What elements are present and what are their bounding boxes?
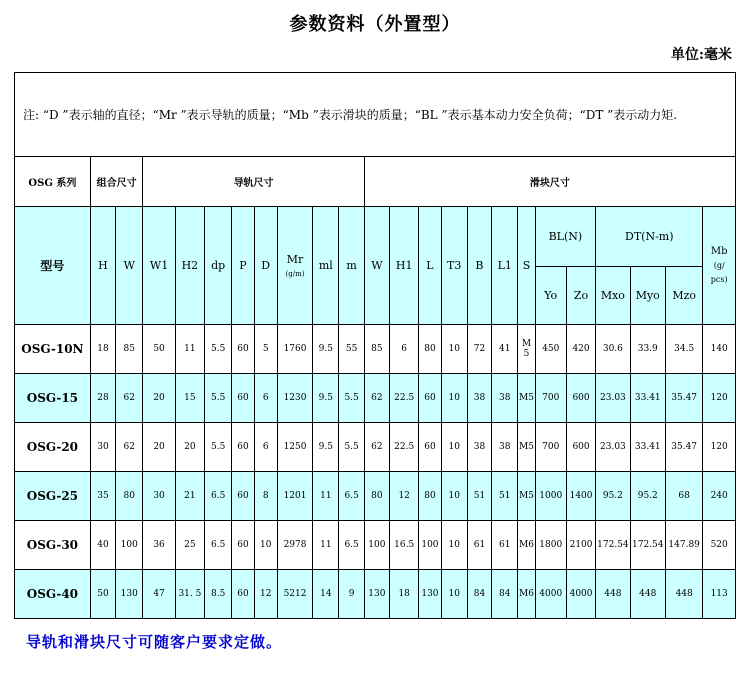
col-dp: dp: [205, 207, 232, 325]
value-cell: 47: [143, 570, 175, 619]
value-cell: 2100: [566, 521, 595, 570]
value-cell: 1000: [535, 472, 566, 521]
value-cell: 420: [566, 325, 595, 374]
value-cell: 21: [175, 472, 204, 521]
value-cell: 30: [90, 423, 115, 472]
value-cell: 38: [492, 423, 518, 472]
col-Mb-unit1: (g/: [713, 260, 725, 270]
value-cell: 60: [232, 472, 254, 521]
value-cell: 11: [313, 521, 339, 570]
value-cell: 520: [703, 521, 736, 570]
table-row: [15, 325, 736, 374]
value-cell: 84: [492, 570, 518, 619]
col-B: B: [467, 207, 491, 325]
table-row: [15, 521, 736, 570]
value-cell: 14: [313, 570, 339, 619]
value-cell: 20: [143, 423, 175, 472]
value-cell: 11: [313, 472, 339, 521]
value-cell: 700: [535, 374, 566, 423]
value-cell: 61: [467, 521, 491, 570]
value-cell: 600: [566, 374, 595, 423]
value-cell: 60: [419, 374, 441, 423]
model-cell: OSG-40: [15, 570, 91, 619]
value-cell: 35.47: [665, 374, 702, 423]
value-cell: 6.5: [205, 472, 232, 521]
value-cell: 5.5: [339, 423, 364, 472]
value-cell: 85: [116, 325, 143, 374]
spec-table: [14, 72, 736, 619]
value-cell: 31. 5: [175, 570, 204, 619]
value-cell: 50: [90, 570, 115, 619]
col-Mr-label: Mr: [286, 252, 304, 266]
value-cell: 25: [175, 521, 204, 570]
value-cell: 95.2: [596, 472, 630, 521]
value-cell: 51: [492, 472, 518, 521]
value-cell: 23.03: [596, 423, 630, 472]
value-cell: 51: [467, 472, 491, 521]
footer-note: 导轨和滑块尺寸可随客户要求定做。: [26, 633, 283, 651]
value-cell: 33.41: [630, 423, 665, 472]
value-cell: 84: [467, 570, 491, 619]
col-block-W: W: [364, 207, 389, 325]
value-cell: 12: [254, 570, 277, 619]
model-cell: OSG-25: [15, 472, 91, 521]
value-cell: 61: [492, 521, 518, 570]
value-cell: 80: [116, 472, 143, 521]
col-H2: H2: [175, 207, 204, 325]
value-cell: 38: [467, 374, 491, 423]
value-cell: 10: [441, 423, 467, 472]
value-cell: 6: [390, 325, 419, 374]
value-cell: 38: [467, 423, 491, 472]
table-row: [15, 374, 736, 423]
value-cell: 16.5: [390, 521, 419, 570]
col-W: W: [116, 207, 143, 325]
value-cell: 80: [419, 472, 441, 521]
value-cell: 50: [143, 325, 175, 374]
value-cell: 130: [419, 570, 441, 619]
value-cell: 62: [364, 423, 389, 472]
value-cell: 60: [419, 423, 441, 472]
value-cell: M6: [518, 521, 535, 570]
col-W1: W1: [143, 207, 175, 325]
value-cell: 10: [441, 472, 467, 521]
value-cell: 80: [419, 325, 441, 374]
value-cell: 38: [492, 374, 518, 423]
value-cell: 40: [90, 521, 115, 570]
unit-label: 单位:毫米: [670, 47, 732, 63]
value-cell: 35.47: [665, 423, 702, 472]
value-cell: 55: [339, 325, 364, 374]
value-cell: 22.5: [390, 374, 419, 423]
col-L1: L1: [492, 207, 518, 325]
value-cell: 1760: [277, 325, 312, 374]
value-cell: 600: [566, 423, 595, 472]
col-S: S: [518, 207, 535, 325]
value-cell: M5: [518, 374, 535, 423]
value-cell: 20: [143, 374, 175, 423]
value-cell: 172.54: [630, 521, 665, 570]
value-cell: 450: [535, 325, 566, 374]
value-cell: 8.5: [205, 570, 232, 619]
value-cell: 22.5: [390, 423, 419, 472]
value-cell: M 5: [518, 325, 535, 374]
value-cell: 6.5: [205, 521, 232, 570]
value-cell: 4000: [566, 570, 595, 619]
value-cell: 2978: [277, 521, 312, 570]
value-cell: 23.03: [596, 374, 630, 423]
value-cell: 147.89: [665, 521, 702, 570]
value-cell: 15: [175, 374, 204, 423]
value-cell: 68: [665, 472, 702, 521]
value-cell: 1400: [566, 472, 595, 521]
col-Mb-unit2: pcs): [710, 274, 728, 284]
value-cell: 34.5: [665, 325, 702, 374]
value-cell: 448: [596, 570, 630, 619]
table-row: [15, 570, 736, 619]
value-cell: 72: [467, 325, 491, 374]
block-header: 滑块尺寸: [364, 157, 735, 207]
value-cell: 11: [175, 325, 204, 374]
value-cell: 5212: [277, 570, 312, 619]
value-cell: 700: [535, 423, 566, 472]
value-cell: 12: [390, 472, 419, 521]
value-cell: 10: [254, 521, 277, 570]
value-cell: 9.5: [313, 423, 339, 472]
value-cell: 100: [364, 521, 389, 570]
col-H: H: [90, 207, 115, 325]
model-header: 型号: [15, 207, 91, 325]
value-cell: 30.6: [596, 325, 630, 374]
value-cell: 6: [254, 423, 277, 472]
value-cell: 9.5: [313, 325, 339, 374]
value-cell: 100: [419, 521, 441, 570]
combo-header: 组合尺寸: [90, 157, 143, 207]
page-title: 参数资料（外置型）: [289, 14, 461, 35]
value-cell: 36: [143, 521, 175, 570]
value-cell: 1250: [277, 423, 312, 472]
rail-header: 导轨尺寸: [143, 157, 364, 207]
col-P: P: [232, 207, 254, 325]
value-cell: 18: [90, 325, 115, 374]
col-Mr: [277, 207, 312, 325]
value-cell: 172.54: [596, 521, 630, 570]
value-cell: 240: [703, 472, 736, 521]
value-cell: 6: [254, 374, 277, 423]
value-cell: 10: [441, 374, 467, 423]
value-cell: M5: [518, 423, 535, 472]
value-cell: 18: [390, 570, 419, 619]
value-cell: 60: [232, 325, 254, 374]
value-cell: M6: [518, 570, 535, 619]
col-Zo: Zo: [566, 267, 595, 325]
value-cell: 120: [703, 423, 736, 472]
col-H1: H1: [390, 207, 419, 325]
col-L: L: [419, 207, 441, 325]
value-cell: 9.5: [313, 374, 339, 423]
value-cell: 9: [339, 570, 364, 619]
model-cell: OSG-30: [15, 521, 91, 570]
value-cell: 20: [175, 423, 204, 472]
model-cell: OSG-10N: [15, 325, 91, 374]
model-cell: OSG-20: [15, 423, 91, 472]
col-D: D: [254, 207, 277, 325]
value-cell: 4000: [535, 570, 566, 619]
value-cell: 113: [703, 570, 736, 619]
value-cell: 448: [665, 570, 702, 619]
col-ml: ml: [313, 207, 339, 325]
value-cell: 60: [232, 521, 254, 570]
value-cell: 85: [364, 325, 389, 374]
note-cell: 注: “D ”表示轴的直径；“Mr ”表示导轨的质量；“Mb ”表示滑块的质量；“BL ”表示基本动力安全负荷；“DT ”表示动力矩.: [15, 73, 736, 157]
value-cell: 60: [232, 570, 254, 619]
value-cell: 28: [90, 374, 115, 423]
value-cell: 62: [364, 374, 389, 423]
value-cell: 30: [143, 472, 175, 521]
value-cell: 80: [364, 472, 389, 521]
col-m: m: [339, 207, 364, 325]
col-T3: T3: [441, 207, 467, 325]
value-cell: 130: [364, 570, 389, 619]
value-cell: 62: [116, 374, 143, 423]
col-Myo: Myo: [630, 267, 665, 325]
value-cell: 35: [90, 472, 115, 521]
col-Mzo: Mzo: [665, 267, 702, 325]
value-cell: 10: [441, 570, 467, 619]
value-cell: 5.5: [205, 374, 232, 423]
value-cell: 60: [232, 423, 254, 472]
value-cell: 5.5: [205, 423, 232, 472]
value-cell: 8: [254, 472, 277, 521]
col-Mr-unit: (g/m): [285, 269, 305, 278]
value-cell: 95.2: [630, 472, 665, 521]
table-row: [15, 472, 736, 521]
col-Mb: [703, 207, 736, 325]
value-cell: 5.5: [205, 325, 232, 374]
value-cell: 10: [441, 325, 467, 374]
value-cell: 41: [492, 325, 518, 374]
value-cell: M5: [518, 472, 535, 521]
value-cell: 1230: [277, 374, 312, 423]
value-cell: 5: [254, 325, 277, 374]
col-DT: DT(N-m): [596, 207, 703, 267]
value-cell: 62: [116, 423, 143, 472]
value-cell: 33.9: [630, 325, 665, 374]
value-cell: 140: [703, 325, 736, 374]
value-cell: 6.5: [339, 472, 364, 521]
col-BL: BL(N): [535, 207, 596, 267]
table-row: [15, 423, 736, 472]
col-Mb-label: Mb: [710, 245, 728, 257]
value-cell: 1800: [535, 521, 566, 570]
series-header: OSG 系列: [15, 157, 91, 207]
value-cell: 33.41: [630, 374, 665, 423]
col-Yo: Yo: [535, 267, 566, 325]
value-cell: 100: [116, 521, 143, 570]
value-cell: 6.5: [339, 521, 364, 570]
value-cell: 448: [630, 570, 665, 619]
value-cell: 10: [441, 521, 467, 570]
col-Mxo: Mxo: [596, 267, 630, 325]
value-cell: 120: [703, 374, 736, 423]
model-cell: OSG-15: [15, 374, 91, 423]
value-cell: 5.5: [339, 374, 364, 423]
value-cell: 1201: [277, 472, 312, 521]
value-cell: 60: [232, 374, 254, 423]
value-cell: 130: [116, 570, 143, 619]
